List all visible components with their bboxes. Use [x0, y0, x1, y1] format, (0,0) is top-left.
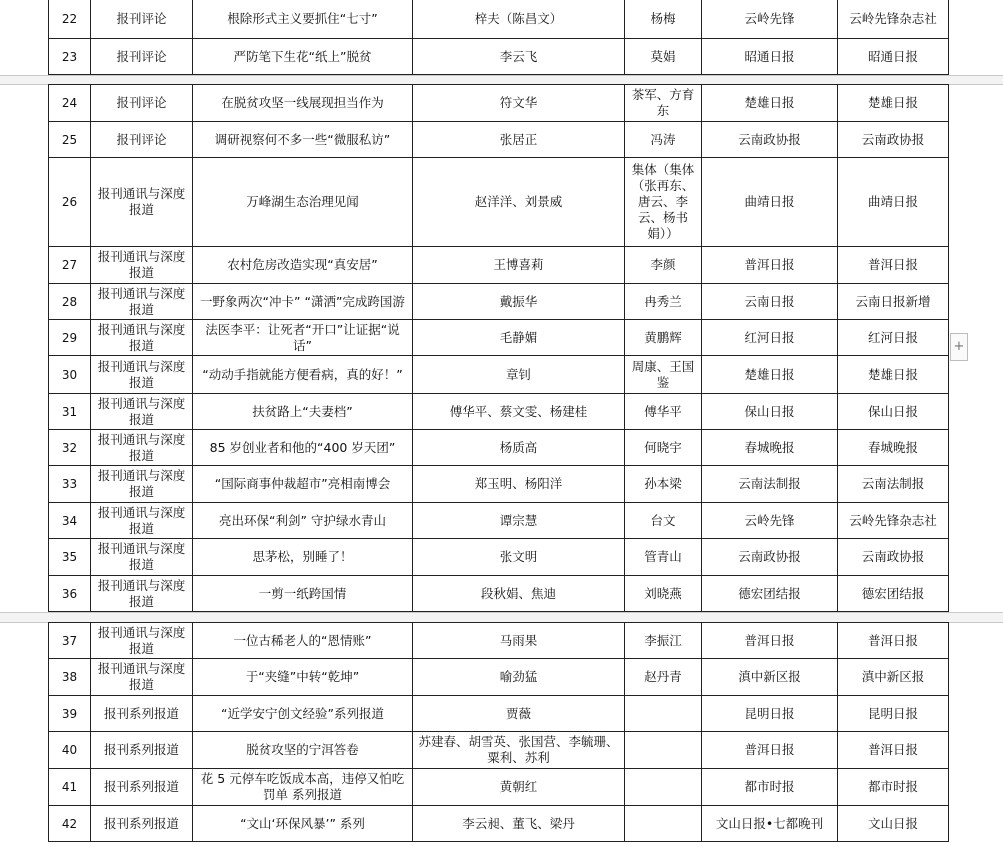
editor-cell: 冯涛 — [625, 122, 702, 158]
author-cell: 苏建春、胡雪英、张国营、李毓珊、粟利、苏利 — [413, 732, 625, 769]
editor-cell: 台文 — [625, 503, 702, 539]
row-number: 38 — [49, 659, 91, 696]
category-cell: 报刊评论 — [91, 122, 193, 158]
title-cell: 调研视察何不多一些“微服私访” — [193, 122, 413, 158]
author-cell: 喻劲猛 — [413, 659, 625, 696]
editor-cell: 杨梅 — [625, 0, 702, 39]
recommender-cell: 文山日报 — [838, 806, 949, 842]
row-number: 30 — [49, 356, 91, 394]
row-number: 33 — [49, 466, 91, 503]
publisher-cell: 云南法制报 — [702, 466, 838, 503]
title-cell: 于“夹缝”中转“乾坤” — [193, 659, 413, 696]
publisher-cell: 云岭先锋 — [702, 0, 838, 39]
table-row — [49, 394, 949, 430]
category-cell: 报刊通讯与深度报道 — [91, 430, 193, 466]
category-cell: 报刊通讯与深度报道 — [91, 284, 193, 320]
category-cell: 报刊评论 — [91, 85, 193, 122]
category-cell: 报刊评论 — [91, 0, 193, 39]
category-cell: 报刊系列报道 — [91, 806, 193, 842]
category-cell: 报刊系列报道 — [91, 732, 193, 769]
editor-cell — [625, 806, 702, 842]
recommender-cell: 云南法制报 — [838, 466, 949, 503]
category-cell: 报刊通讯与深度报道 — [91, 320, 193, 356]
editor-cell: 黄鹏辉 — [625, 320, 702, 356]
author-cell: 杨质高 — [413, 430, 625, 466]
row-number: 28 — [49, 284, 91, 320]
row-number: 37 — [49, 623, 91, 659]
recommender-cell: 普洱日报 — [838, 247, 949, 284]
category-cell: 报刊通讯与深度报道 — [91, 503, 193, 539]
author-cell: 谭宗慧 — [413, 503, 625, 539]
publisher-cell: 德宏团结报 — [702, 576, 838, 612]
table-row — [49, 158, 949, 247]
publisher-cell: 普洱日报 — [702, 623, 838, 659]
author-cell: 李云昶、董飞、梁丹 — [413, 806, 625, 842]
publisher-cell: 云岭先锋 — [702, 503, 838, 539]
row-number: 40 — [49, 732, 91, 769]
author-cell: 张居正 — [413, 122, 625, 158]
row-number: 34 — [49, 503, 91, 539]
row-number: 42 — [49, 806, 91, 842]
title-cell: 根除形式主义要抓住“七寸” — [193, 0, 413, 39]
author-cell: 李云飞 — [413, 39, 625, 75]
publisher-cell: 楚雄日报 — [702, 85, 838, 122]
title-cell: 严防笔下生花“纸上”脱贫 — [193, 39, 413, 75]
editor-cell: 赵丹青 — [625, 659, 702, 696]
recommender-cell: 春城晚报 — [838, 430, 949, 466]
editor-cell: 周康、王国鉴 — [625, 356, 702, 394]
editor-cell: 傅华平 — [625, 394, 702, 430]
recommender-cell: 云南政协报 — [838, 122, 949, 158]
table-row — [49, 430, 949, 466]
recommender-cell: 昆明日报 — [838, 696, 949, 732]
author-cell: 傅华平、蔡文雯、杨建桂 — [413, 394, 625, 430]
row-number: 24 — [49, 85, 91, 122]
recommender-cell: 都市时报 — [838, 769, 949, 806]
recommender-cell: 昭通日报 — [838, 39, 949, 75]
title-cell: 花 5 元停车吃饭成本高，违停又怕吃罚单 系列报道 — [193, 769, 413, 806]
table-row — [49, 696, 949, 732]
publisher-cell: 昭通日报 — [702, 39, 838, 75]
title-cell: 85 岁创业者和他的“400 岁天团” — [193, 430, 413, 466]
editor-cell — [625, 732, 702, 769]
recommender-cell: 楚雄日报 — [838, 356, 949, 394]
publisher-cell: 楚雄日报 — [702, 356, 838, 394]
editor-cell: 李颜 — [625, 247, 702, 284]
title-cell: 扶贫路上“夫妻档” — [193, 394, 413, 430]
category-cell: 报刊系列报道 — [91, 769, 193, 806]
table-row — [49, 769, 949, 806]
author-cell: 毛静媚 — [413, 320, 625, 356]
row-number: 36 — [49, 576, 91, 612]
awards-table-page-1 — [48, 0, 949, 75]
author-cell: 赵洋洋、刘景威 — [413, 158, 625, 247]
recommender-cell: 德宏团结报 — [838, 576, 949, 612]
recommender-cell: 曲靖日报 — [838, 158, 949, 247]
publisher-cell: 云南政协报 — [702, 122, 838, 158]
publisher-cell: 昆明日报 — [702, 696, 838, 732]
editor-cell: 刘晓燕 — [625, 576, 702, 612]
publisher-cell: 保山日报 — [702, 394, 838, 430]
publisher-cell: 曲靖日报 — [702, 158, 838, 247]
author-cell: 王博喜莉 — [413, 247, 625, 284]
publisher-cell: 红河日报 — [702, 320, 838, 356]
category-cell: 报刊通讯与深度报道 — [91, 576, 193, 612]
publisher-cell: 文山日报•七都晚刊 — [702, 806, 838, 842]
recommender-cell: 云南日报新增 — [838, 284, 949, 320]
title-cell: “国际商事仲裁超市”亮相南博会 — [193, 466, 413, 503]
awards-table-page-2 — [48, 84, 949, 612]
publisher-cell: 滇中新区报 — [702, 659, 838, 696]
table-row — [49, 356, 949, 394]
row-number: 32 — [49, 430, 91, 466]
publisher-cell: 普洱日报 — [702, 247, 838, 284]
editor-cell: 集体（集体（张再东、唐云、李云、杨书娟）） — [625, 158, 702, 247]
row-number: 39 — [49, 696, 91, 732]
editor-cell — [625, 769, 702, 806]
title-cell: 一位古稀老人的“恩情账” — [193, 623, 413, 659]
title-cell: 一剪一纸跨国情 — [193, 576, 413, 612]
awards-table-page-3 — [48, 622, 949, 842]
title-cell: 法医李平：让死者“开口”让证据“说话” — [193, 320, 413, 356]
title-cell: 亮出环保“利剑” 守护绿水青山 — [193, 503, 413, 539]
table-row — [49, 466, 949, 503]
table-row — [49, 503, 949, 539]
recommender-cell: 普洱日报 — [838, 623, 949, 659]
title-cell: 农村危房改造实现“真安居” — [193, 247, 413, 284]
row-number: 23 — [49, 39, 91, 75]
table-row — [49, 623, 949, 659]
title-cell: “近学安宁创文经验”系列报道 — [193, 696, 413, 732]
publisher-cell: 春城晚报 — [702, 430, 838, 466]
table-row — [49, 85, 949, 122]
table-row — [49, 122, 949, 158]
category-cell: 报刊通讯与深度报道 — [91, 247, 193, 284]
recommender-cell: 红河日报 — [838, 320, 949, 356]
table-row — [49, 39, 949, 75]
editor-cell: 莫娟 — [625, 39, 702, 75]
title-cell: “动动手指就能方便看病，真的好！” — [193, 356, 413, 394]
table-row — [49, 0, 949, 39]
author-cell: 贾薇 — [413, 696, 625, 732]
table-row — [49, 806, 949, 842]
author-cell: 黄朝红 — [413, 769, 625, 806]
title-cell: 一野象两次“冲卡” “潇洒”完成跨国游 — [193, 284, 413, 320]
table-row — [49, 284, 949, 320]
recommender-cell: 云岭先锋杂志社 — [838, 503, 949, 539]
publisher-cell: 云南政协报 — [702, 539, 838, 576]
author-cell: 郑玉明、杨阳洋 — [413, 466, 625, 503]
recommender-cell: 楚雄日报 — [838, 85, 949, 122]
category-cell: 报刊通讯与深度报道 — [91, 623, 193, 659]
title-cell: 脱贫攻坚的宁洱答卷 — [193, 732, 413, 769]
table-row — [49, 539, 949, 576]
row-number: 27 — [49, 247, 91, 284]
row-number: 31 — [49, 394, 91, 430]
title-cell: 万峰湖生态治理见闻 — [193, 158, 413, 247]
title-cell: 在脱贫攻坚一线展现担当作为 — [193, 85, 413, 122]
author-cell: 张文明 — [413, 539, 625, 576]
title-cell: “文山‘环保风暴’” 系列 — [193, 806, 413, 842]
category-cell: 报刊通讯与深度报道 — [91, 539, 193, 576]
table-row — [49, 732, 949, 769]
editor-cell: 管青山 — [625, 539, 702, 576]
title-cell: 思茅松，别睡了！ — [193, 539, 413, 576]
category-cell: 报刊通讯与深度报道 — [91, 158, 193, 247]
row-number: 35 — [49, 539, 91, 576]
publisher-cell: 普洱日报 — [702, 732, 838, 769]
table-row — [49, 247, 949, 284]
author-cell: 马雨果 — [413, 623, 625, 659]
editor-cell: 何晓宇 — [625, 430, 702, 466]
recommender-cell: 滇中新区报 — [838, 659, 949, 696]
author-cell: 段秋娟、焦迪 — [413, 576, 625, 612]
publisher-cell: 云南日报 — [702, 284, 838, 320]
row-number: 25 — [49, 122, 91, 158]
table-row — [49, 576, 949, 612]
editor-cell — [625, 696, 702, 732]
add-button[interactable]: + — [950, 333, 968, 361]
publisher-cell: 都市时报 — [702, 769, 838, 806]
category-cell: 报刊系列报道 — [91, 696, 193, 732]
category-cell: 报刊通讯与深度报道 — [91, 356, 193, 394]
recommender-cell: 保山日报 — [838, 394, 949, 430]
category-cell: 报刊通讯与深度报道 — [91, 659, 193, 696]
author-cell: 符文华 — [413, 85, 625, 122]
recommender-cell: 云南政协报 — [838, 539, 949, 576]
editor-cell: 李振江 — [625, 623, 702, 659]
author-cell: 章钊 — [413, 356, 625, 394]
row-number: 41 — [49, 769, 91, 806]
editor-cell: 孙本梁 — [625, 466, 702, 503]
author-cell: 戴振华 — [413, 284, 625, 320]
author-cell: 梓夫（陈昌文） — [413, 0, 625, 39]
recommender-cell: 普洱日报 — [838, 732, 949, 769]
category-cell: 报刊通讯与深度报道 — [91, 394, 193, 430]
editor-cell: 茶军、方育东 — [625, 85, 702, 122]
table-row — [49, 659, 949, 696]
category-cell: 报刊评论 — [91, 39, 193, 75]
row-number: 22 — [49, 0, 91, 39]
editor-cell: 冉秀兰 — [625, 284, 702, 320]
row-number: 29 — [49, 320, 91, 356]
row-number: 26 — [49, 158, 91, 247]
category-cell: 报刊通讯与深度报道 — [91, 466, 193, 503]
recommender-cell: 云岭先锋杂志社 — [838, 0, 949, 39]
table-row — [49, 320, 949, 356]
